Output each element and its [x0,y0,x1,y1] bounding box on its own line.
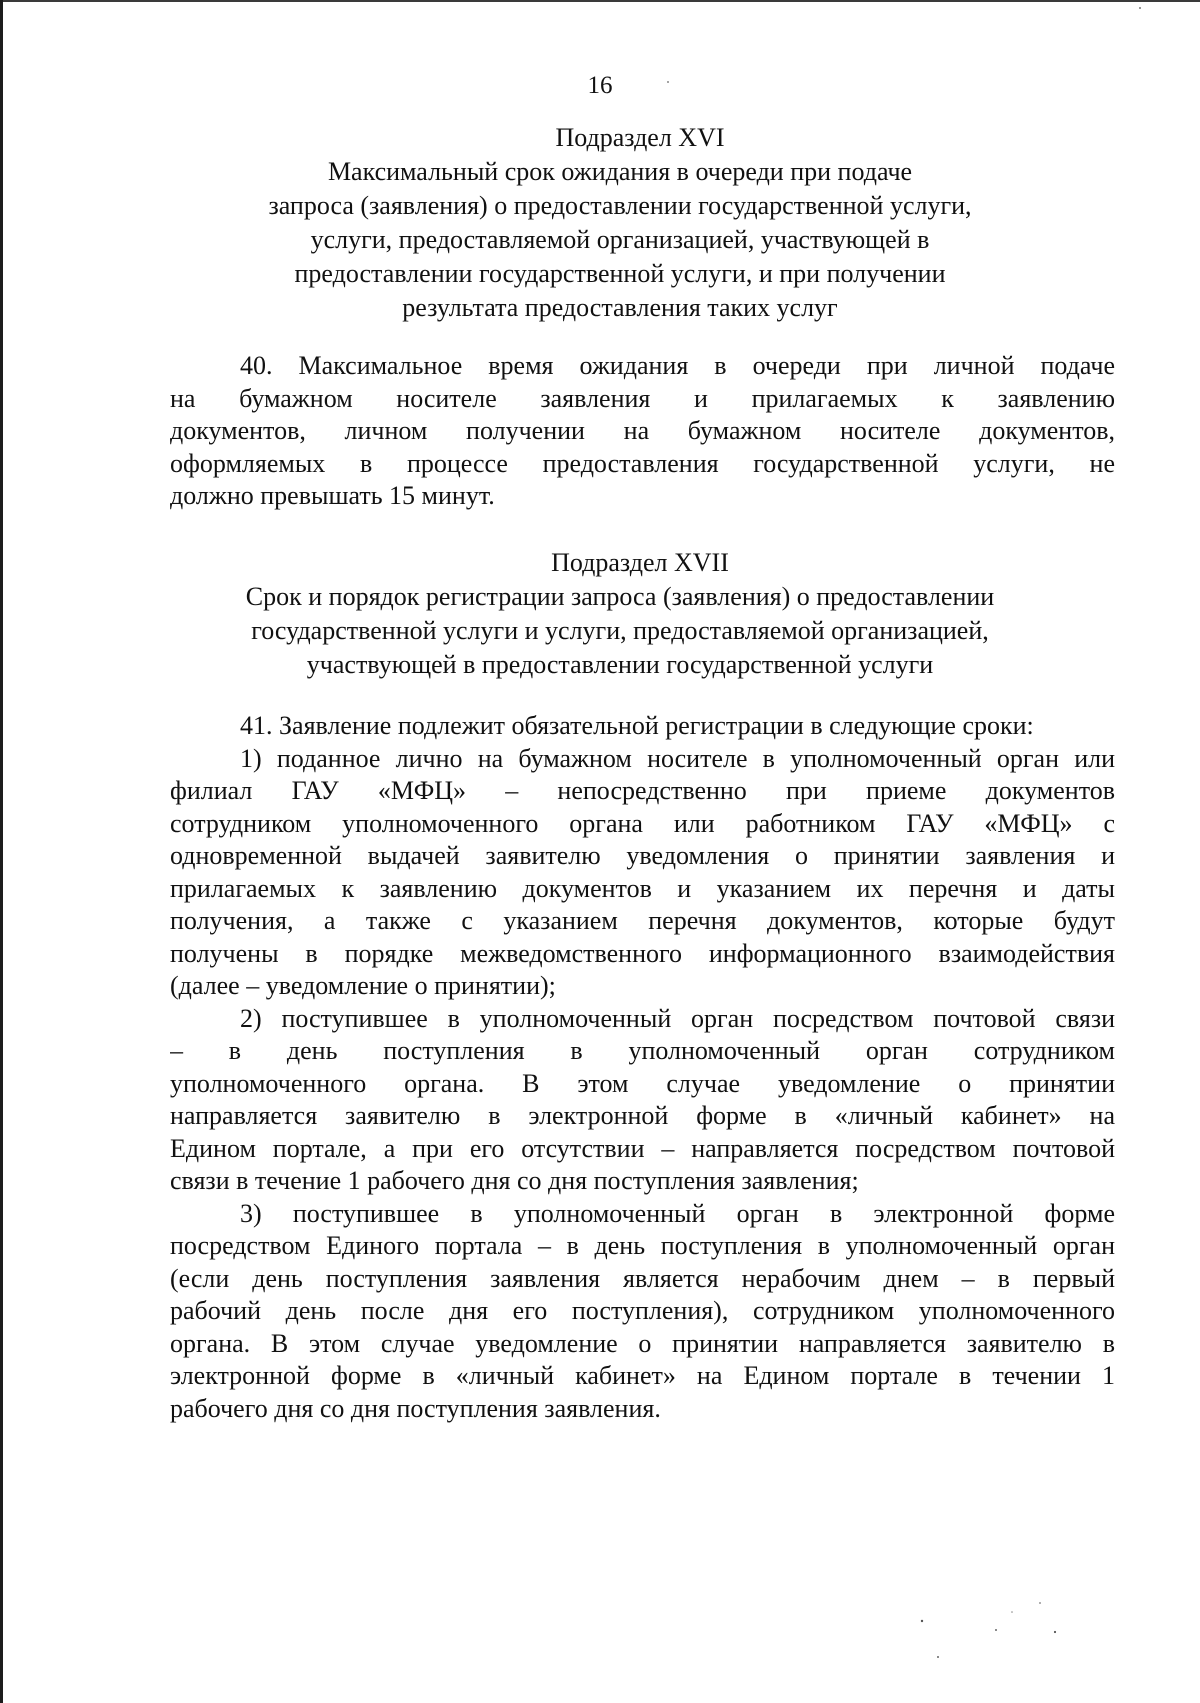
section-16-title-line: Максимальный срок ожидания в очереди при подаче [327,157,913,186]
paragraph-line: документов, личном получении на бумажном носителе документов, [170,416,1115,445]
paragraph-line: 40. Максимальное время ожидания в очереди при личной подаче [240,351,1115,380]
paragraph-line: прилагаемых к заявлению документов и указанием их перечня и даты [170,873,1115,903]
section-16-title-line: услуги, предоставляемой организацией, участвующей в [310,225,930,254]
paragraph-line: 41. Заявление подлежит обязательной регистрации в следующие сроки: [240,711,1034,740]
paragraph-line: (если день поступления заявления является нерабочим днем – в первый [170,1263,1115,1293]
paragraph-line: должно превышать 15 минут. [170,481,495,510]
paragraph-line: органа. В этом случае уведомление о принятии направляется заявителю в [170,1328,1115,1358]
paragraph-line: рабочего дня со дня поступления заявления. [170,1393,661,1423]
paragraph-line: (далее – уведомление о принятии); [170,971,556,1000]
paragraph-line: сотрудником уполномоченного органа или работником ГАУ «МФЦ» с [170,808,1115,838]
paragraph-line: рабочий день после дня его поступления), сотрудником уполномоченного [170,1296,1115,1325]
section-16-title-line: предоставлении государственной услуги, и при получении [294,259,946,288]
section-17-title-line: Срок и порядок регистрации запроса (заявления) о предоставлении [245,582,995,611]
paragraph-line: получены в порядке межведомственного информационного взаимодействия [170,938,1115,968]
paragraph-line: на бумажном носителе заявления и прилагаемых к заявлению [170,383,1115,413]
paragraph-line: 1) поданное лично на бумажном носителе в уполномоченный орган или [240,743,1115,773]
paragraph-line: связи в течение 1 рабочего дня со дня поступления заявления; [170,1166,859,1195]
section-17-title-line: государственной услуги и услуги, предоставляемой организацией, [251,616,989,645]
paragraph-line: – в день поступления в уполномоченный орган сотрудником [170,1036,1115,1065]
paragraph-line: 2) поступившее в уполномоченный орган посредством почтовой связи [240,1003,1115,1033]
page-number: 16 [587,72,613,99]
section-16-title-line: запроса (заявления) о предоставлении государственной услуги, [268,191,972,220]
paragraph-line: электронной форме в «личный кабинет» на Едином портале в течении 1 [170,1361,1115,1390]
paragraph-line: одновременной выдачей заявителю уведомления о принятии заявления и [170,841,1115,870]
section-16-title-line: результата предоставления таких услуг [402,293,838,322]
paragraph-line: посредством Единого портала – в день поступления в уполномоченный орган [170,1231,1115,1260]
paragraph-line: 3) поступившее в уполномоченный орган в электронной форме [240,1198,1115,1228]
section-17-title-line: участвующей в предоставлении государственной услуги [306,650,934,679]
paragraph-line: получения, а также с указанием перечня документов, которые будут [170,906,1115,935]
paragraph-line: направляется заявителю в электронной форме в «личный кабинет» на [170,1101,1115,1130]
section-16-label: Подраздел XVI [555,123,725,152]
paragraph-line: оформляемых в процессе предоставления государственной услуги, не [170,448,1115,478]
section-17-label: Подраздел XVII [551,548,729,577]
paragraph-line: филиал ГАУ «МФЦ» – непосредственно при приеме документов [170,776,1115,805]
paragraph-line: Едином портале, а при его отсутствии – направляется посредством почтовой [170,1133,1115,1163]
paragraph-line: уполномоченного органа. В этом случае уведомление о принятии [170,1068,1115,1098]
